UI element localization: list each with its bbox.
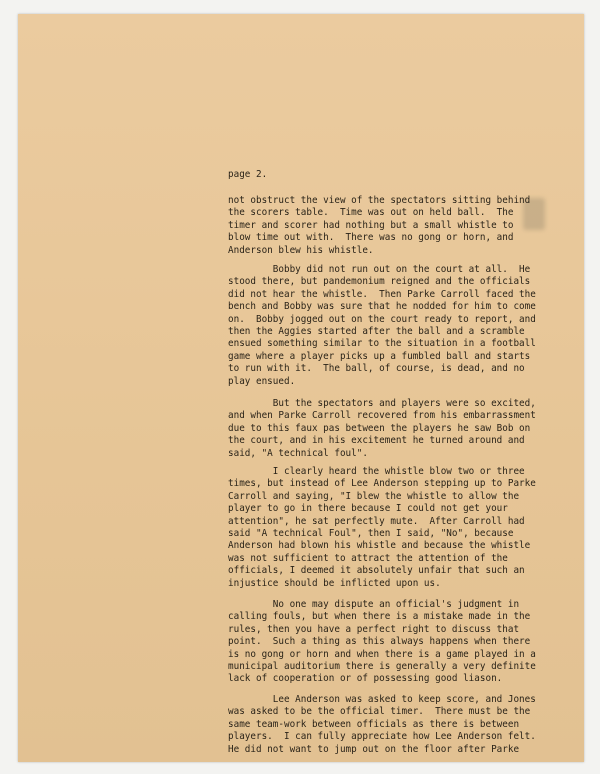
text-line: was asked to be the official timer. There must be the	[228, 706, 531, 718]
paragraph-6	[228, 694, 536, 756]
text-line: Lee Anderson was asked to keep score, and Jones	[228, 694, 536, 705]
paragraph-1	[228, 195, 530, 257]
text-line: Anderson blew his whistle.	[228, 244, 374, 256]
text-line: officials, I deemed it absolutely unfair that such an	[228, 565, 525, 577]
text-line: attention", he sat perfectly mute. After Carroll had	[228, 515, 525, 527]
text-line: stood there, but pandemonium reigned and the officials	[228, 276, 531, 288]
paragraph-2	[228, 264, 536, 388]
text-line: injustice should be inflicted upon us.	[228, 577, 441, 589]
text-line: point. Such a thing as this always happens when there	[228, 636, 531, 648]
text-line: times, but instead of Lee Anderson stepping up to Parke	[228, 478, 536, 490]
text-line: rules, then you have a perfect right to discuss that	[228, 623, 520, 635]
paragraph-5	[228, 599, 536, 686]
text-line: game where a player picks up a fumbled ball and starts	[228, 350, 531, 362]
text-line: to run with it. The ball, of course, is dead, and no	[228, 363, 525, 375]
text-line: the scorers table. Time was out on held ball. The	[228, 207, 514, 219]
text-line: is no gong or horn and when there is a game played in a	[228, 648, 536, 660]
text-line: the court, and in his excitement he turned around and	[228, 435, 525, 447]
text-line: But the spectators and players were so excited,	[228, 398, 536, 409]
text-line: and when Parke Carroll recovered from his embarrassment	[228, 410, 536, 422]
paragraph-3	[228, 398, 536, 460]
text-line: I clearly heard the whistle blow two or three	[228, 466, 525, 477]
text-line: ensued something similar to the situation in a football	[228, 338, 536, 350]
text-line: did not hear the whistle. Then Parke Carroll faced the	[228, 288, 536, 300]
text-line: timer and scorer had nothing but a small whistle to	[228, 219, 514, 231]
paragraph-4	[228, 466, 536, 590]
text-line: lack of cooperation or of possessing good liason.	[228, 673, 503, 685]
text-line: due to this faux pas between the players he saw Bob on	[228, 422, 531, 434]
page-number: page 2.	[228, 169, 268, 180]
text-line: Anderson had blown his whistle and because the whistle	[228, 540, 531, 552]
text-line: said, "A technical foul".	[228, 447, 368, 459]
text-line: same team-work between officials as there is between	[228, 718, 520, 730]
text-line: Carroll and saying, "I blew the whistle to allow the	[228, 490, 520, 502]
text-line: blow time out with. There was no gong or horn, and	[228, 232, 514, 244]
text-line: No one may dispute an official's judgment in	[228, 599, 520, 610]
text-line: calling fouls, but when there is a mistake made in the	[228, 611, 531, 623]
text-line: on. Bobby jogged out on the court ready to report, and	[228, 313, 536, 325]
text-line: then the Aggies started after the ball and a scramble	[228, 325, 525, 337]
text-line: municipal auditorium there is generally a very definite	[228, 660, 536, 672]
text-line: bench and Bobby was sure that he nodded for him to come	[228, 301, 536, 313]
text-line: not obstruct the view of the spectators sitting behind	[228, 195, 531, 206]
text-line: was not sufficient to attract the attention of the	[228, 552, 508, 564]
document-page	[18, 14, 584, 762]
text-line: play ensued.	[228, 375, 296, 387]
text-line: player to go in there because I could not get your	[228, 503, 508, 515]
text-line: Bobby did not run out on the court at all. He	[228, 264, 531, 275]
text-line: said "A technical Foul", then I said, "No", because	[228, 527, 514, 539]
text-line: He did not want to jump out on the floor after Parke	[228, 743, 520, 755]
text-line: players. I can fully appreciate how Lee Anderson felt.	[228, 731, 536, 743]
